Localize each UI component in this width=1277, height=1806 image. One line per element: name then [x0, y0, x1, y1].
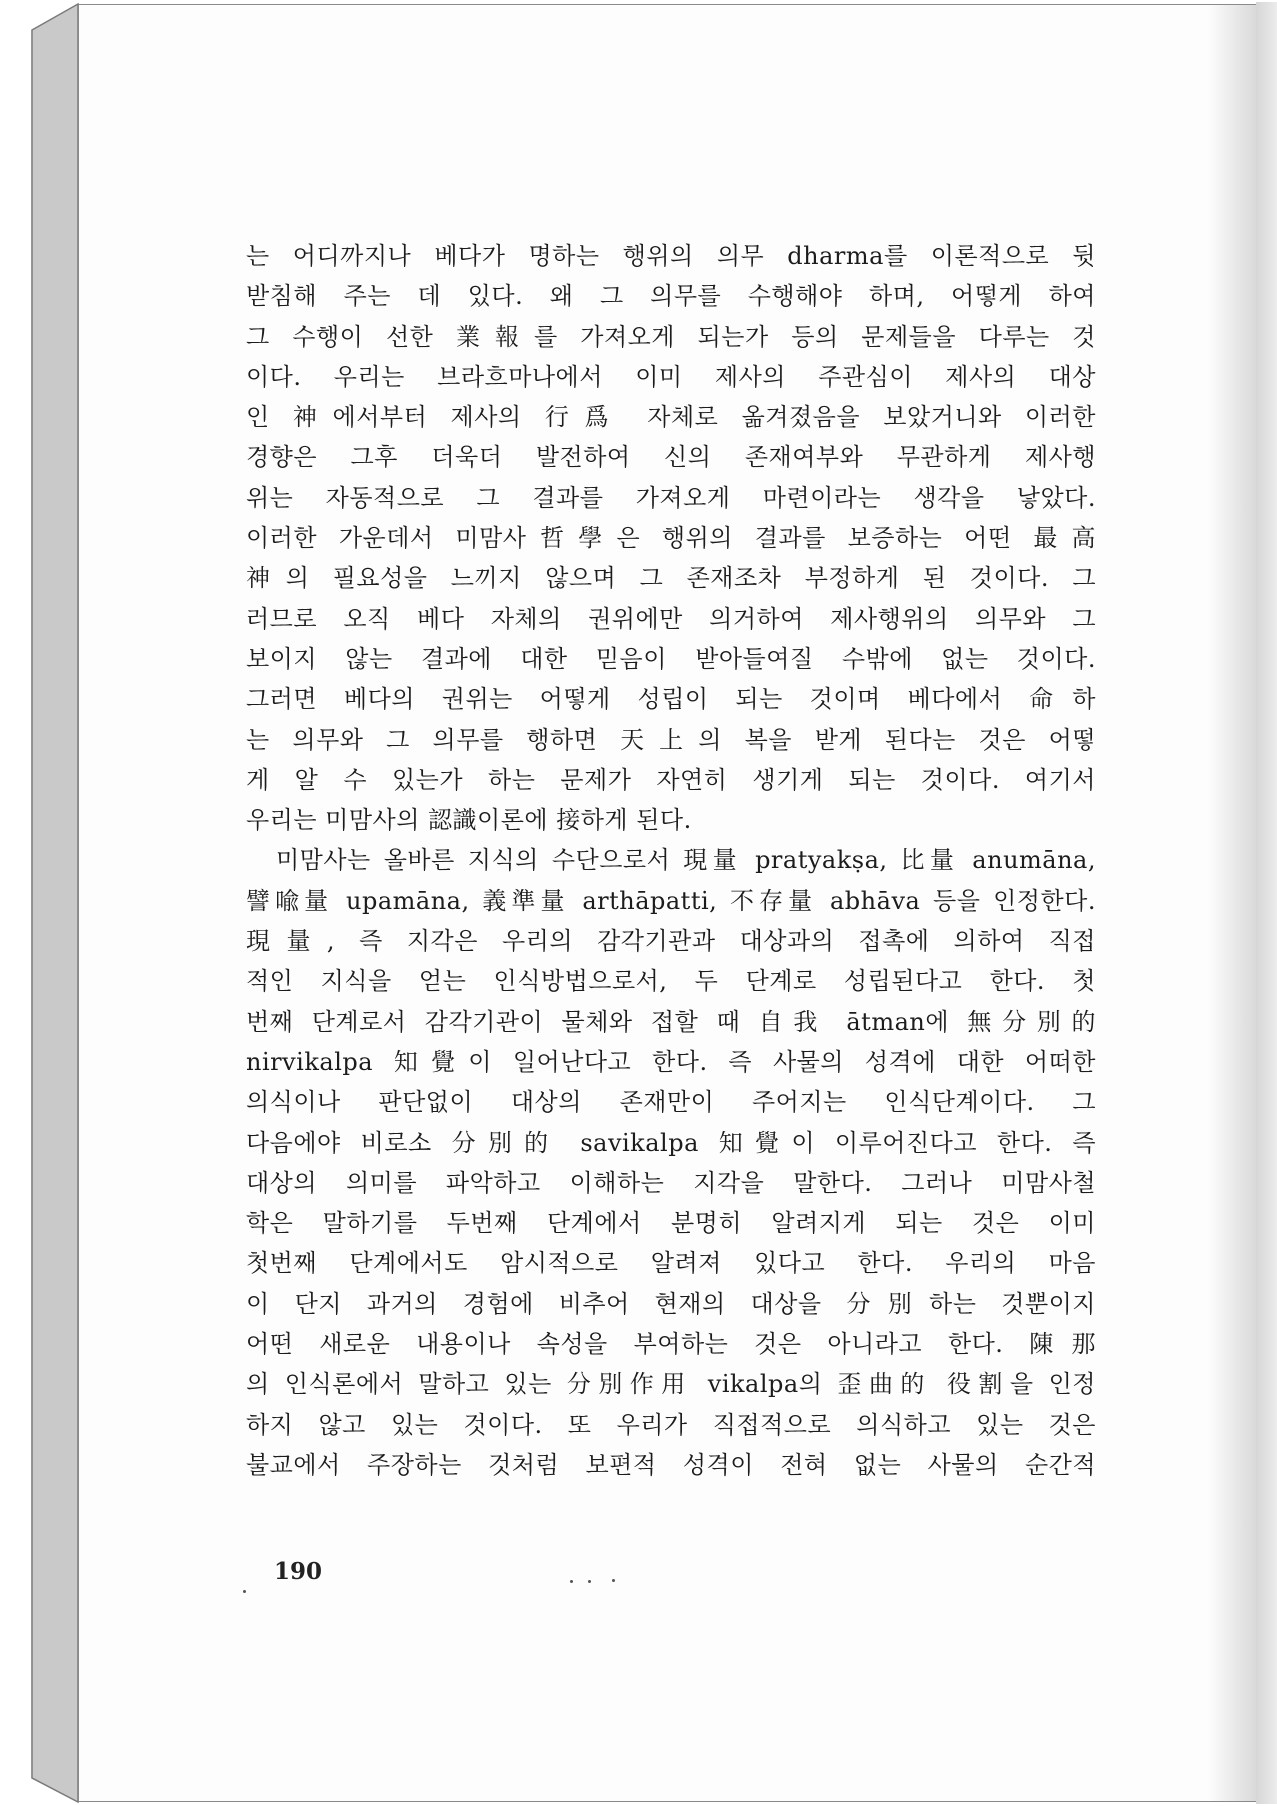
- scan-speck: [612, 1579, 615, 1582]
- text-line: 받침해 주는 데 있다. 왜 그 의무를 수행해야 하며, 어떻게 하여: [246, 282, 1096, 311]
- text-line: 譬喩量 upamāna, 義準量 arthāpatti, 不存量 abhāva 등을 인정한다.: [246, 886, 1096, 915]
- text-line: 번째 단계로서 감각기관이 물체와 접할 때 自我 ātman에 無分別的: [246, 1007, 1096, 1036]
- text-line: 이 단지 과거의 경험에 비추어 현재의 대상을 分別하는 것뿐이지: [246, 1289, 1096, 1318]
- text-line: 보이지 않는 결과에 대한 믿음이 받아들여질 수밖에 없는 것이다.: [246, 644, 1096, 673]
- text-line: 神의 필요성을 느끼지 않으며 그 존재조차 부정하게 된 것이다. 그: [246, 564, 1096, 593]
- paragraph-2: [246, 840, 1096, 1485]
- text-line: 인 神에서부터 제사의 行爲 자체로 옮겨졌음을 보았거니와 이러한: [246, 403, 1096, 432]
- text-line: 그러면 베다의 권위는 어떻게 성립이 되는 것이며 베다에서 命하: [246, 685, 1096, 714]
- scan-speck: [243, 1590, 246, 1593]
- page-shadow: [1208, 5, 1258, 1801]
- scan-speck: [588, 1580, 591, 1583]
- scan-speck: [570, 1580, 573, 1583]
- text-line: 의 인식론에서 말하고 있는 分別作用 vikalpa의 歪曲的 役割을 인정: [246, 1370, 1096, 1399]
- text-line: 적인 지식을 얻는 인식방법으로서, 두 단계로 성립된다고 한다. 첫: [246, 967, 1096, 996]
- text-line: 이다. 우리는 브라흐마나에서 이미 제사의 주관심이 제사의 대상: [246, 362, 1096, 391]
- text-line: 첫번째 단계에서도 암시적으로 알려져 있다고 한다. 우리의 마음: [246, 1249, 1096, 1278]
- text-line: 우리는 미맘사의 認識이론에 接하게 된다.: [246, 806, 692, 835]
- text-line: 러므로 오직 베다 자체의 권위에만 의거하여 제사행위의 의무와 그: [246, 604, 1096, 633]
- page-number: 190: [274, 1558, 323, 1585]
- text-line: 게 알 수 있는가 하는 문제가 자연히 생기게 되는 것이다. 여기서: [246, 765, 1096, 794]
- text-line: 불교에서 주장하는 것처럼 보편적 성격이 전혀 없는 사물의 순간적: [246, 1450, 1096, 1479]
- text-line: 現量, 즉 지각은 우리의 감각기관과 대상과의 접촉에 의하여 직접: [246, 927, 1096, 956]
- text-line: 미맘사는 올바른 지식의 수단으로서 現量 pratyakṣa, 比量 anumāna,: [276, 846, 1096, 875]
- page-right-edge: [1256, 2, 1277, 1804]
- paragraph-1: [246, 236, 1096, 840]
- text-line: 위는 자동적으로 그 결과를 가져오게 마련이라는 생각을 낳았다.: [246, 483, 1096, 512]
- text-line: 어떤 새로운 내용이나 속성을 부여하는 것은 아니라고 한다. 陳那: [246, 1330, 1096, 1359]
- text-line: 는 의무와 그 의무를 행하면 天上의 복을 받게 된다는 것은 어떻: [246, 725, 1096, 754]
- text-line: 하지 않고 있는 것이다. 또 우리가 직접적으로 의식하고 있는 것은: [246, 1410, 1096, 1439]
- book-spine: [0, 0, 80, 1806]
- text-line: 는 어디까지나 베다가 명하는 행위의 의무 dharma를 이론적으로 뒷: [246, 242, 1096, 270]
- text-line: nirvikalpa 知覺이 일어난다고 한다. 즉 사물의 성격에 대한 어떠한: [246, 1047, 1096, 1076]
- text-line: 그 수행이 선한 業報를 가져오게 되는가 등의 문제들을 다루는 것: [246, 322, 1096, 351]
- text-line: 다음에야 비로소 分別的 savikalpa 知覺이 이루어진다고 한다. 즉: [246, 1128, 1096, 1157]
- text-line: 대상의 의미를 파악하고 이해하는 지각을 말한다. 그러나 미맘사철: [246, 1168, 1096, 1197]
- text-line: 경향은 그후 더욱더 발전하여 신의 존재여부와 무관하게 제사행: [246, 443, 1096, 472]
- body-text: [246, 236, 1096, 1485]
- text-line: 의식이나 판단없이 대상의 존재만이 주어지는 인식단계이다. 그: [246, 1088, 1096, 1117]
- text-line: 학은 말하기를 두번째 단계에서 분명히 알려지게 되는 것은 이미: [246, 1209, 1096, 1238]
- text-line: 이러한 가운데서 미맘사哲學은 행위의 결과를 보증하는 어떤 最高: [246, 524, 1096, 553]
